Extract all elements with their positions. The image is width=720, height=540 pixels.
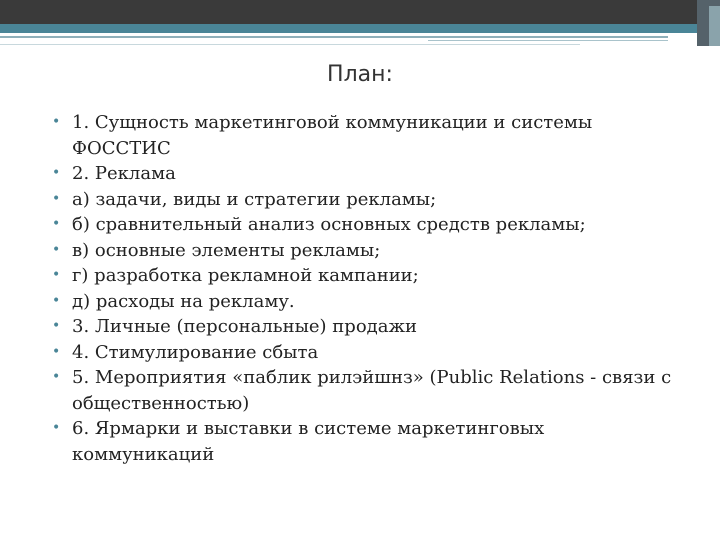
list-item bbox=[50, 314, 690, 340]
list-item-text: 5. Мероприятия «паблик рилэйшнз» (Public Relations - связи с общественностью) bbox=[72, 367, 672, 414]
list-item bbox=[50, 212, 690, 238]
list-item bbox=[50, 238, 690, 264]
bullet-icon: • bbox=[52, 165, 61, 181]
list-item-text: 2. Реклама bbox=[72, 163, 176, 184]
bullet-icon: • bbox=[52, 267, 61, 283]
bullet-icon: • bbox=[52, 420, 61, 436]
bullet-icon: • bbox=[52, 343, 61, 360]
list-item-text: 3. Личные (персональные) продажи bbox=[72, 316, 418, 337]
list-item bbox=[50, 416, 690, 467]
corner-decoration-inner bbox=[709, 6, 720, 46]
list-item-text: а) задачи, виды и стратегии рекламы; bbox=[72, 188, 437, 210]
bullet-icon: • bbox=[52, 114, 61, 130]
bullet-icon: • bbox=[52, 241, 61, 258]
list-item-text: 6. Ярмарки и выставки в системе маркетинговых коммуникаций bbox=[72, 418, 545, 465]
header-bar-accent bbox=[0, 24, 720, 33]
bullet-list bbox=[50, 110, 690, 467]
list-item bbox=[50, 161, 690, 187]
list-item bbox=[50, 365, 690, 416]
decor-line bbox=[0, 36, 668, 38]
decor-line bbox=[428, 40, 668, 41]
bullet-icon: • bbox=[52, 190, 61, 207]
header-bar-dark bbox=[0, 0, 720, 24]
bullet-icon: • bbox=[52, 292, 61, 309]
bullet-icon: • bbox=[52, 369, 61, 385]
list-item-text: б) сравнительный анализ основных средств рекламы; bbox=[72, 214, 586, 235]
list-item-text: 4. Стимулирование сбыта bbox=[72, 341, 319, 363]
slide-title: План: bbox=[327, 62, 393, 87]
decor-line bbox=[0, 44, 580, 45]
list-item bbox=[50, 263, 690, 289]
list-item-text: в) основные элементы рекламы; bbox=[72, 239, 381, 261]
list-item bbox=[50, 340, 690, 366]
list-item bbox=[50, 187, 690, 213]
bullet-icon: • bbox=[52, 318, 61, 334]
bullet-icon: • bbox=[52, 216, 61, 232]
list-item-text: г) разработка рекламной кампании; bbox=[72, 265, 419, 286]
list-item bbox=[50, 110, 690, 161]
list-item-text: д) расходы на рекламу. bbox=[72, 290, 295, 312]
list-item-text: 1. Сущность маркетинговой коммуникации и системы ФОССТИС bbox=[72, 112, 593, 159]
list-item bbox=[50, 289, 690, 315]
